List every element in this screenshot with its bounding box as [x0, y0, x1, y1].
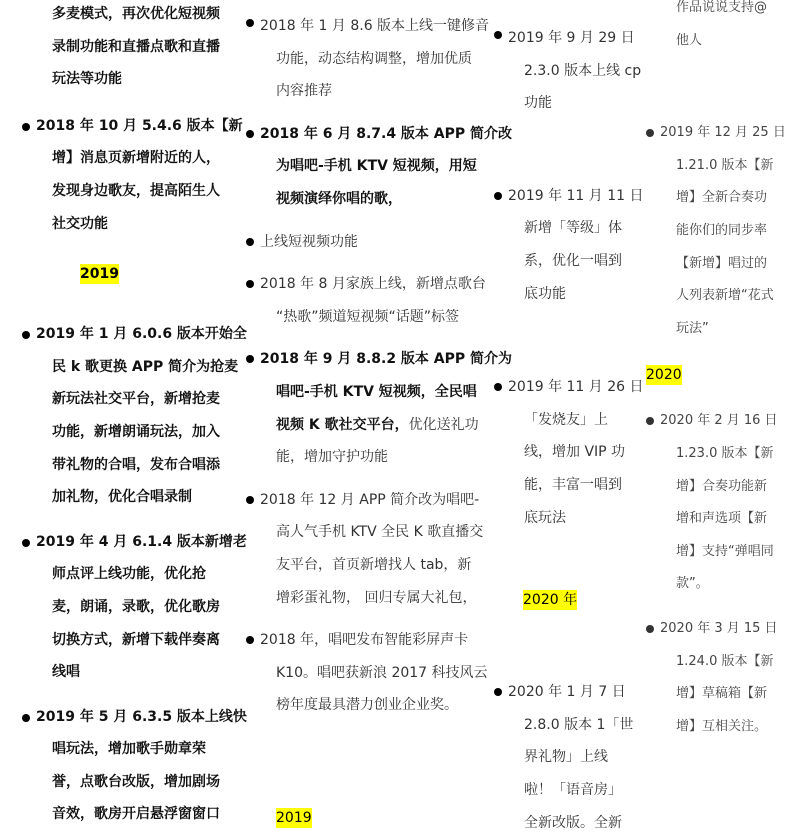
text-line: 2019 年 4 月 6.1.4 版本新增老: [36, 526, 232, 559]
list-item-2018-12: [246, 484, 482, 614]
year-label: 2020: [646, 365, 682, 385]
text-line: 带礼物的合唱，发布合唱添: [36, 449, 232, 482]
bullet-icon: [646, 625, 654, 633]
list-item-2018-01: [246, 10, 482, 108]
list-item-2018-k10: [246, 624, 482, 722]
text-line: 功能，新增朗诵玩法，加入: [36, 416, 232, 449]
text-line: 师点评上线功能，优化抢: [36, 558, 232, 591]
list-item-2020-01: [494, 676, 634, 839]
timeline-column-1: [22, 0, 232, 831]
year-heading-2020: [646, 365, 780, 385]
text-line: 全新改版。全新: [508, 807, 634, 839]
text-line: 2018 年 1 月 8.6 版本上线一键修音: [260, 10, 482, 43]
text-line: 2020 年 1 月 7 日: [508, 676, 634, 709]
text-line: 2019 年 5 月 6.3.5 版本上线快: [36, 701, 232, 734]
bullet-icon: [494, 31, 502, 39]
bullet-icon: [22, 539, 30, 547]
text-line: 啦！「语音房」: [508, 774, 634, 807]
text-line: 增】草稿箱【新: [660, 678, 780, 711]
text-line: 能，丰富一唱到: [508, 469, 634, 502]
timeline-column-3: [494, 22, 634, 839]
text-line: 底功能: [508, 278, 634, 311]
text-line: 增】互相关注。: [660, 711, 780, 744]
text-line: 2019 年 12 月 25 日: [660, 117, 780, 150]
text-line: 1.21.0 版本【新: [660, 150, 780, 183]
text-line: 榜年度最具潜力创业企业奖。: [260, 689, 482, 722]
bullet-icon: [494, 383, 502, 391]
text-line: [260, 409, 482, 442]
text-line: 底玩法: [508, 502, 634, 535]
bullet-icon: [494, 688, 502, 696]
list-item-2018-06: [246, 118, 482, 216]
text-line: 款”。: [660, 568, 780, 601]
text-line: 新玩法社交平台，新增抢麦: [36, 383, 232, 416]
text-line: 2019 年 1 月 6.0.6 版本开始全: [36, 318, 232, 351]
year-label: 2020 年: [523, 590, 577, 610]
text-line: 2019 年 11 月 11 日: [508, 180, 634, 213]
list-item-short-video: [246, 226, 482, 259]
text-line: 增】支持“弹唱同: [660, 536, 780, 569]
text-line: 玩法等功能: [52, 63, 232, 96]
bullet-icon: [246, 280, 254, 288]
bullet-icon: [246, 496, 254, 504]
text-line: 能，增加守护功能: [260, 441, 482, 474]
text-line: 线，增加 VIP 功: [508, 436, 634, 469]
text-line: 2018 年 10 月 5.4.6 版本【新: [36, 110, 232, 143]
text-line: 切换方式，新增下载伴奏离: [36, 624, 232, 657]
year-label: 2019: [80, 264, 119, 284]
bullet-icon: [246, 130, 254, 138]
text-line: 增彩蛋礼物， 回归专属大礼包，: [260, 582, 482, 615]
text-line: 人列表新增“花式: [660, 280, 780, 313]
text-line: 加礼物，优化合唱录制: [36, 481, 232, 514]
text-line: 多麦模式，再次优化短视频: [52, 0, 232, 31]
bullet-icon: [22, 714, 30, 722]
text-line: 2018 年 8 月家族上线，新增点歌台: [260, 268, 482, 301]
text-line: 为唱吧-手机 KTV 短视频，用短: [260, 150, 482, 183]
list-item-2018-09: [246, 343, 482, 473]
text-line: 2018 年，唱吧发布智能彩屏声卡: [260, 624, 482, 657]
year-heading-2019: [22, 264, 232, 284]
timeline-column-2: [246, 10, 482, 828]
bullet-icon: [22, 331, 30, 339]
text-line: 2020 年 2 月 16 日: [660, 405, 780, 438]
text-line: 界礼物」上线: [508, 741, 634, 774]
bullet-icon: [246, 355, 254, 363]
text-line: 【新增】唱过的: [660, 248, 780, 281]
text-line: 他人: [676, 25, 780, 58]
timeline-column-4: [646, 0, 780, 743]
text-line: 2019 年 9 月 29 日: [508, 22, 634, 55]
fragment-top: [646, 0, 780, 57]
list-item-2019-11-26: [494, 371, 634, 534]
bullet-icon: [22, 123, 30, 131]
list-item-2019-01: [22, 318, 232, 514]
text-line: 功能，动态结构调整，增加优质: [260, 43, 482, 76]
list-item-2019-11-11: [494, 180, 634, 310]
text-line: 麦，朗诵，录歌，优化歌房: [36, 591, 232, 624]
text-line: 2018 年 6 月 8.7.4 版本 APP 简介改: [260, 118, 482, 151]
text-line: 功能: [508, 87, 634, 120]
text-line: 誉，点歌台改版，增加剧场: [36, 766, 232, 799]
text-line: 2018 年 12 月 APP 简介改为唱吧-: [260, 484, 482, 517]
list-item-2019-12: [646, 117, 780, 345]
text-line: 增】合奏功能新: [660, 471, 780, 504]
list-item-2019-05: [22, 701, 232, 831]
text-line: 线唱: [36, 656, 232, 689]
text-line: 2.3.0 版本上线 cp: [508, 55, 634, 88]
text-line: 唱玩法，增加歌手勋章荣: [36, 733, 232, 766]
text-line: 增】消息页新增附近的人，: [36, 142, 232, 175]
bullet-icon: [646, 417, 654, 425]
list-item-2018-08: [246, 268, 482, 333]
year-heading-2019: [246, 808, 482, 828]
text-line: 高人气手机 KTV 全民 K 歌直播交: [260, 516, 482, 549]
fragment-top: [22, 0, 232, 96]
text-line: 录制功能和直播点歌和直播: [52, 31, 232, 64]
text-line: 视频演绎你唱的歌，: [260, 183, 482, 216]
text-line: 2.8.0 版本 1「世: [508, 709, 634, 742]
text-line: 上线短视频功能: [260, 226, 482, 259]
list-item-2020-03: [646, 613, 780, 743]
bullet-icon: [646, 129, 654, 137]
text-line: “热歌”频道短视频“话题”标签: [260, 301, 482, 334]
bullet-icon: [246, 19, 254, 27]
text-line: 1.24.0 版本【新: [660, 646, 780, 679]
text-line: 2018 年 9 月 8.8.2 版本 APP 简介为: [260, 343, 482, 376]
year-label: 2019: [276, 808, 312, 828]
list-item-2020-02: [646, 405, 780, 601]
list-item-2018-10: [22, 110, 232, 240]
text-line: 增】全新合奏功: [660, 182, 780, 215]
text-line: 内容推荐: [260, 75, 482, 108]
text-line: 能你们的同步率: [660, 215, 780, 248]
text-line: 2019 年 11 月 26 日: [508, 371, 634, 404]
text-line: 音效，歌房开启悬浮窗窗口: [36, 798, 232, 831]
text-line: K10。唱吧获新浪 2017 科技风云: [260, 657, 482, 690]
text-line: 增和声选项【新: [660, 503, 780, 536]
text-line: 唱吧-手机 KTV 短视频，全民唱: [260, 376, 482, 409]
text-line: 社交功能: [36, 208, 232, 241]
text-line: 1.23.0 版本【新: [660, 438, 780, 471]
text-line: 作品说说支持@: [676, 0, 780, 25]
text-line: 玩法”: [660, 313, 780, 346]
text-line: 新增「等级」体: [508, 212, 634, 245]
normal-fragment: 优化送礼功: [409, 417, 479, 433]
text-line: 系，优化一唱到: [508, 245, 634, 278]
bold-fragment: 视频 K 歌社交平台，: [276, 417, 409, 433]
bullet-icon: [246, 636, 254, 644]
text-line: 「发烧友」上: [508, 404, 634, 437]
text-line: 发现身边歌友，提高陌生人: [36, 175, 232, 208]
list-item-2019-04: [22, 526, 232, 689]
bullet-icon: [494, 192, 502, 200]
year-heading-2020: [494, 590, 634, 610]
text-line: 2020 年 3 月 15 日: [660, 613, 780, 646]
text-line: 民 k 歌更换 APP 简介为抢麦: [36, 351, 232, 384]
list-item-2019-09: [494, 22, 634, 120]
text-line: 友平台，首页新增找人 tab，新: [260, 549, 482, 582]
bullet-icon: [246, 238, 254, 246]
